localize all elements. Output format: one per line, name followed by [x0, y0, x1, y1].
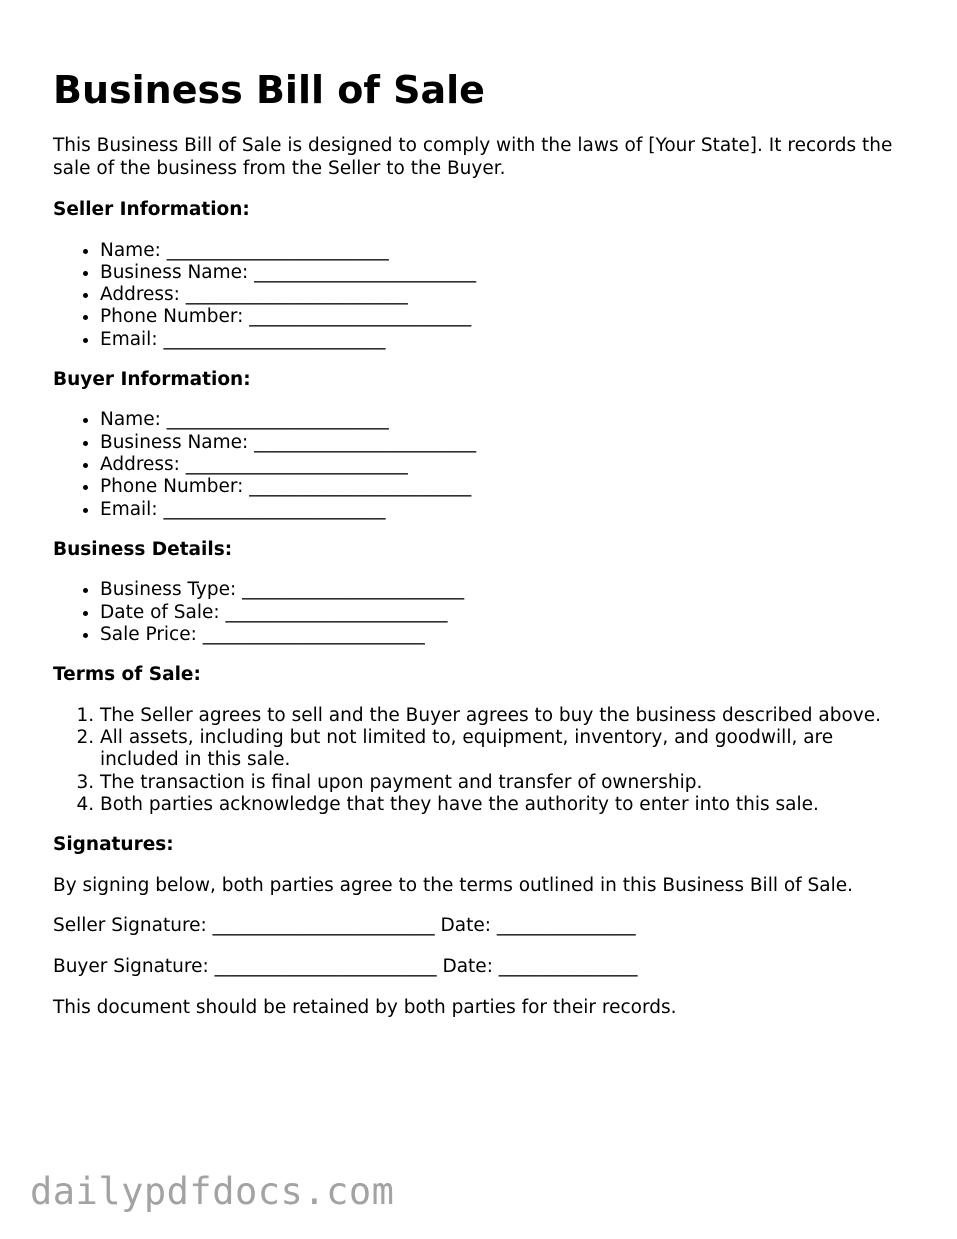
document-title: Business Bill of Sale — [53, 68, 485, 112]
seller-address-field: • Address: ________________________ — [100, 284, 913, 306]
terms-list — [53, 705, 913, 816]
document-page — [53, 66, 913, 1020]
sale-price-field: • Sale Price: ________________________ — [100, 624, 913, 646]
term-item: 1. The Seller agrees to sell and the Buyer agrees to buy the business described above. — [100, 705, 913, 727]
closing-note: This document should be retained by both parties for their records. — [53, 997, 677, 1019]
watermark: dailypdfdocs.com — [30, 1170, 395, 1213]
business-details-heading: Business Details: — [53, 538, 233, 560]
term-item: 2. All assets, including but not limited to, equipment, inventory, and goodwill, are included in this sale. — [100, 727, 913, 772]
buyer-info-list — [53, 409, 913, 520]
buyer-heading: Buyer Information: — [53, 368, 251, 390]
business-type-field: • Business Type: ________________________ — [100, 579, 913, 601]
seller-business-name-field: • Business Name: ________________________ — [100, 262, 913, 284]
seller-heading: Seller Information: — [53, 199, 250, 220]
signatures-intro: By signing below, both parties agree to the terms outlined in this Business Bill of Sale. — [53, 874, 854, 896]
terms-heading: Terms of Sale: — [53, 664, 201, 686]
seller-info-list — [53, 240, 913, 351]
term-item: 4. Both parties acknowledge that they have the authority to enter into this sale. — [100, 794, 913, 816]
buyer-name-field: • Name: ________________________ — [100, 409, 913, 431]
buyer-email-field: • Email: ________________________ — [100, 499, 913, 521]
buyer-signature-line: Buyer Signature: ________________________ Date: _______________ — [53, 956, 638, 978]
date-of-sale-field: • Date of Sale: ________________________ — [100, 602, 913, 624]
buyer-phone-field: • Phone Number: ________________________ — [100, 476, 913, 498]
intro-paragraph: This Business Bill of Sale is designed to comply with the laws of [Your State]. It records the sale of the business from the Seller to the Buyer. — [53, 135, 893, 179]
seller-phone-field: • Phone Number: ________________________ — [100, 306, 913, 328]
term-item: 3. The transaction is final upon payment and transfer of ownership. — [100, 772, 913, 794]
signatures-heading: Signatures: — [53, 834, 174, 856]
business-details-list — [53, 579, 913, 646]
seller-name-field: • Name: ________________________ — [100, 240, 913, 262]
seller-email-field: • Email: ________________________ — [100, 329, 913, 351]
buyer-address-field: • Address: ________________________ — [100, 454, 913, 476]
buyer-business-name-field: • Business Name: ________________________ — [100, 432, 913, 454]
seller-signature-line: Seller Signature: ________________________ Date: _______________ — [53, 915, 636, 937]
